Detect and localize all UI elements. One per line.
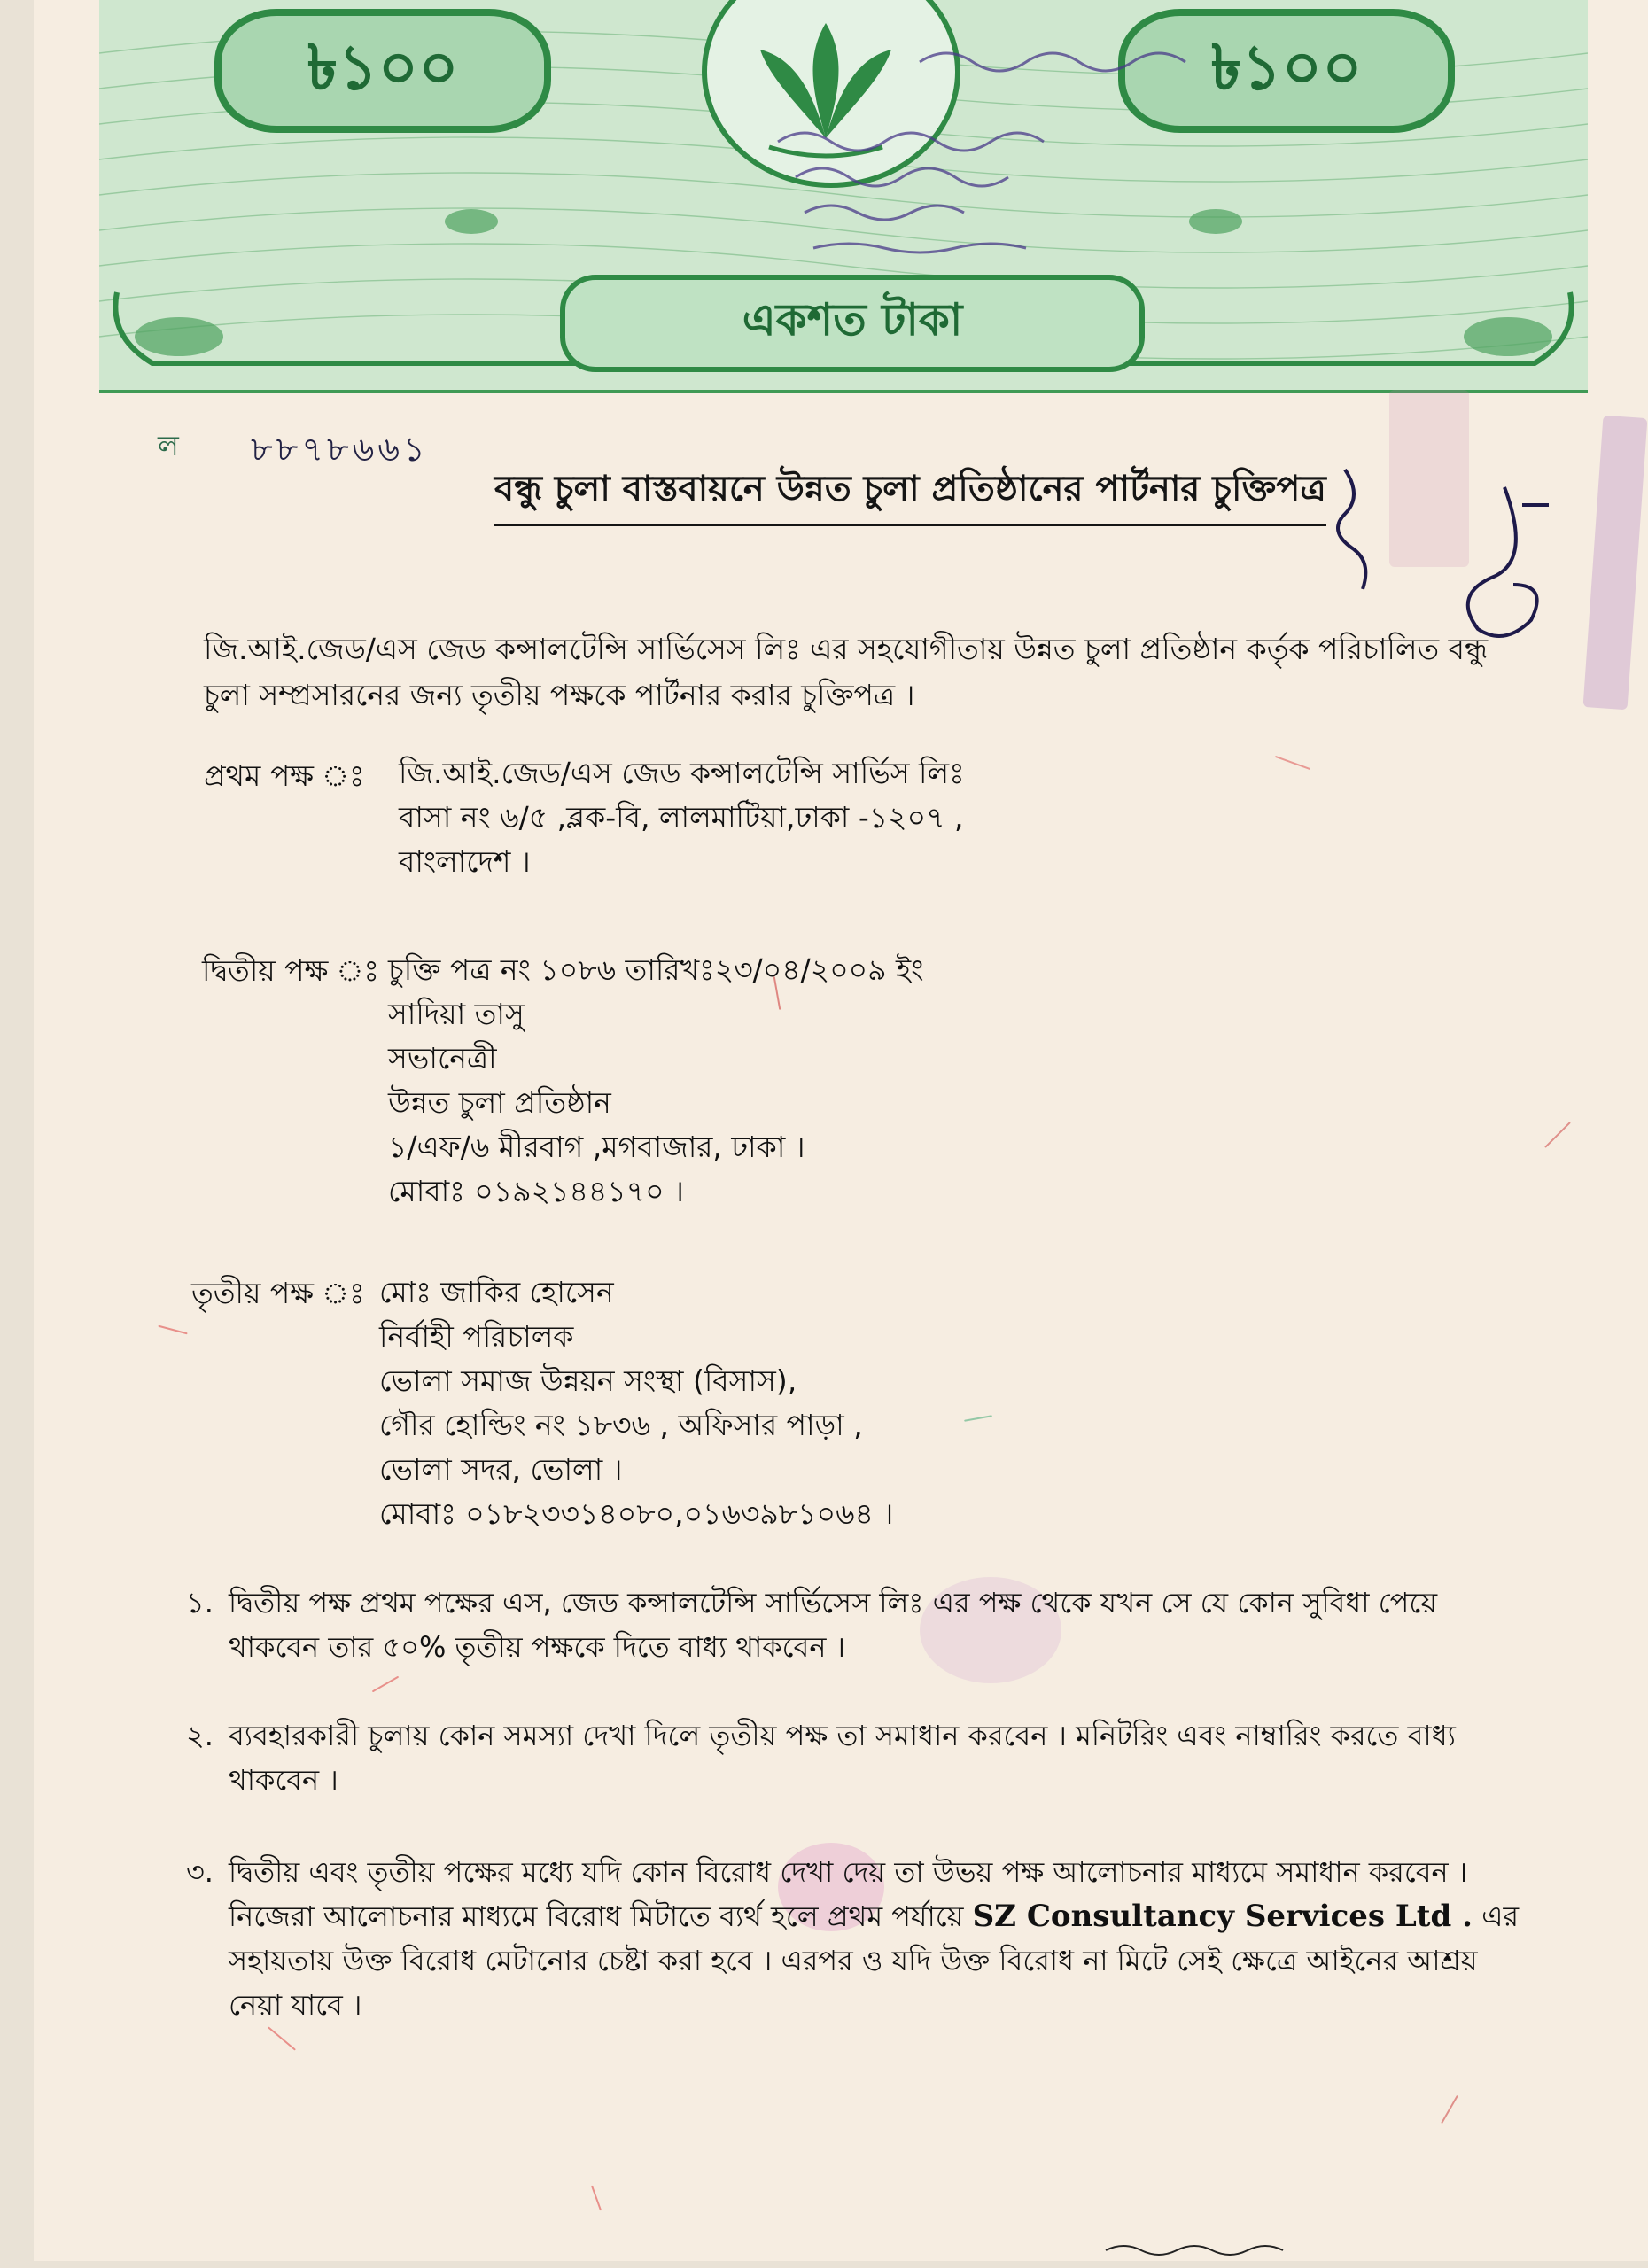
first-party-label: প্রথম পক্ষ ঃ <box>204 758 365 793</box>
third-party-line: মোবাঃ ০১৮২৩৩১৪০৮০,০১৬৩৯৮১০৬৪ । <box>379 1496 894 1531</box>
second-party-line: ১/এফ/৬ মীরবাগ ,মগবাজার, ঢাকা । <box>388 1130 805 1164</box>
clause-number: ৩. <box>186 1855 214 1889</box>
third-party-label: তৃতীয় পক্ষ ঃ <box>191 1276 365 1310</box>
second-party-details <box>388 948 923 1214</box>
second-party-label: দ্বিতীয় পক্ষ ঃ <box>202 953 379 988</box>
denomination-right: ৳১০০ <box>1118 9 1455 133</box>
first-party-line: জি.আই.জেড/এস জেড কন্সালটেন্সি সার্ভিস লিঃ <box>399 756 965 790</box>
stamp-paper <box>34 0 1648 2261</box>
third-party-line: গৌর হোল্ডিং নং ১৮৩৬ , অফিসার পাড়া , <box>379 1408 863 1442</box>
stamp-value-caption: একশত টাকা <box>560 275 1145 372</box>
first-party-line: বাংলাদেশ । <box>399 844 531 879</box>
second-party-line: সাদিয়া তাসু <box>388 997 525 1031</box>
clause-line: নেয়া যাবে । <box>229 1988 362 2022</box>
second-party-line: মোবাঃ ০১৯২১৪৪১৭০ । <box>388 1174 684 1208</box>
second-party-line: সভানেত্রী <box>388 1041 497 1076</box>
side-seal-stamp <box>1583 416 1648 711</box>
paper-fiber <box>1275 756 1310 770</box>
document-title: বন্ধু চুলা বাস্তবায়নে উন্নত চুলা প্রতিষ্ঠানের পার্টনার চুক্তিপত্র <box>494 461 1326 526</box>
bottom-scribble <box>1097 2233 1310 2259</box>
serial-value: ৮৮৭৮৬৬১ <box>251 430 429 469</box>
handwritten-stamp-notes <box>742 27 1416 292</box>
paper-fiber <box>964 1415 992 1422</box>
paper-fiber <box>591 2186 602 2211</box>
serial-prefix: ল <box>158 429 179 462</box>
paper-fiber <box>1441 2095 1458 2124</box>
second-party-line: উন্নত চুলা প্রতিষ্ঠান <box>388 1085 611 1120</box>
clause-text: এর <box>1472 1899 1520 1933</box>
intro-line-2: চুলা সম্প্রসারনের জন্য তৃতীয় পক্ষকে পার্টনার করার চুক্তিপত্র । <box>204 678 915 712</box>
first-party-line: বাসা নং ৬/৫ ,ব্লক-বি, লালমাটিয়া,ঢাকা -১২০৭ , <box>399 800 964 835</box>
clause-line <box>229 1894 1551 1938</box>
clause-number: ১. <box>186 1586 214 1619</box>
third-party-line: মোঃ জাকির হোসেন <box>379 1275 614 1309</box>
signature-vertical <box>1318 461 1442 594</box>
second-party-line: চুক্তি পত্র নং ১০৮৬ তারিখঃ২৩/০৪/২০০৯ ইং <box>388 952 924 987</box>
paper-fiber <box>372 1676 399 1693</box>
paper-fiber <box>158 1325 187 1335</box>
clause-line: থাকবেন । <box>229 1763 338 1797</box>
clause-2 <box>186 1713 1551 1802</box>
clause-text: নিজেরা আলোচনার মাধ্যমে বিরোধ মিটাতে ব্যর্থ হলে প্রথম পর্যায়ে <box>229 1899 973 1933</box>
clause-line: সহায়তায় উক্ত বিরোধ মেটানোর চেষ্টা করা হবে । এরপর ও যদি উক্ত বিরোধ না মিটে সেই ক্ষেত্রে আইনের আশ্রয় <box>229 1944 1478 1977</box>
third-party-details <box>379 1270 893 1536</box>
company-name: SZ Consultancy Services Ltd . <box>972 1899 1473 1934</box>
paper-fiber <box>1544 1122 1571 1148</box>
clause-number: ২. <box>186 1719 214 1752</box>
clause-line: দ্বিতীয় পক্ষ প্রথম পক্ষের এস, জেড কন্সালটেন্সি সার্ভিসেস লিঃ এর পক্ষ থেকে যখন সে যে কোন সুবিধা পেয়ে <box>229 1586 1438 1619</box>
clause-1 <box>186 1581 1551 1669</box>
denomination-left: ৳১০০ <box>214 9 551 133</box>
clause-line: ব্যবহারকারী চুলায় কোন সমস্যা দেখা দিলে তৃতীয় পক্ষ তা সমাধান করবেন । মনিটরিং এবং নাম্বারিং করতে বাধ্য <box>229 1719 1456 1752</box>
clause-3 <box>186 1850 1551 2027</box>
first-party-details <box>399 751 965 884</box>
paper-fiber <box>268 2026 296 2050</box>
clause-line: থাকবেন তার ৫০% তৃতীয় পক্ষকে দিতে বাধ্য থাকবেন । <box>229 1630 846 1664</box>
third-party-line: ভোলা সদর, ভোলা । <box>379 1452 623 1487</box>
intro-line-1: জি.আই.জেড/এস জেড কন্সালটেন্সি সার্ভিসেস লিঃ এর সহযোগীতায় উন্নত চুলা প্রতিষ্ঠান কর্তৃক পরিচালিত বন্ধু <box>204 632 1489 666</box>
third-party-line: নির্বাহী পরিচালক <box>379 1319 574 1354</box>
third-party-line: ভোলা সমাজ উন্নয়ন সংস্থা (বিসাস), <box>379 1363 797 1398</box>
clause-line: দ্বিতীয় এবং তৃতীয় পক্ষের মধ্যে যদি কোন বিরোধ দেখা দেয় তা উভয় পক্ষ আলোচনার মাধ্যমে সমাধান করবেন । <box>229 1855 1468 1889</box>
